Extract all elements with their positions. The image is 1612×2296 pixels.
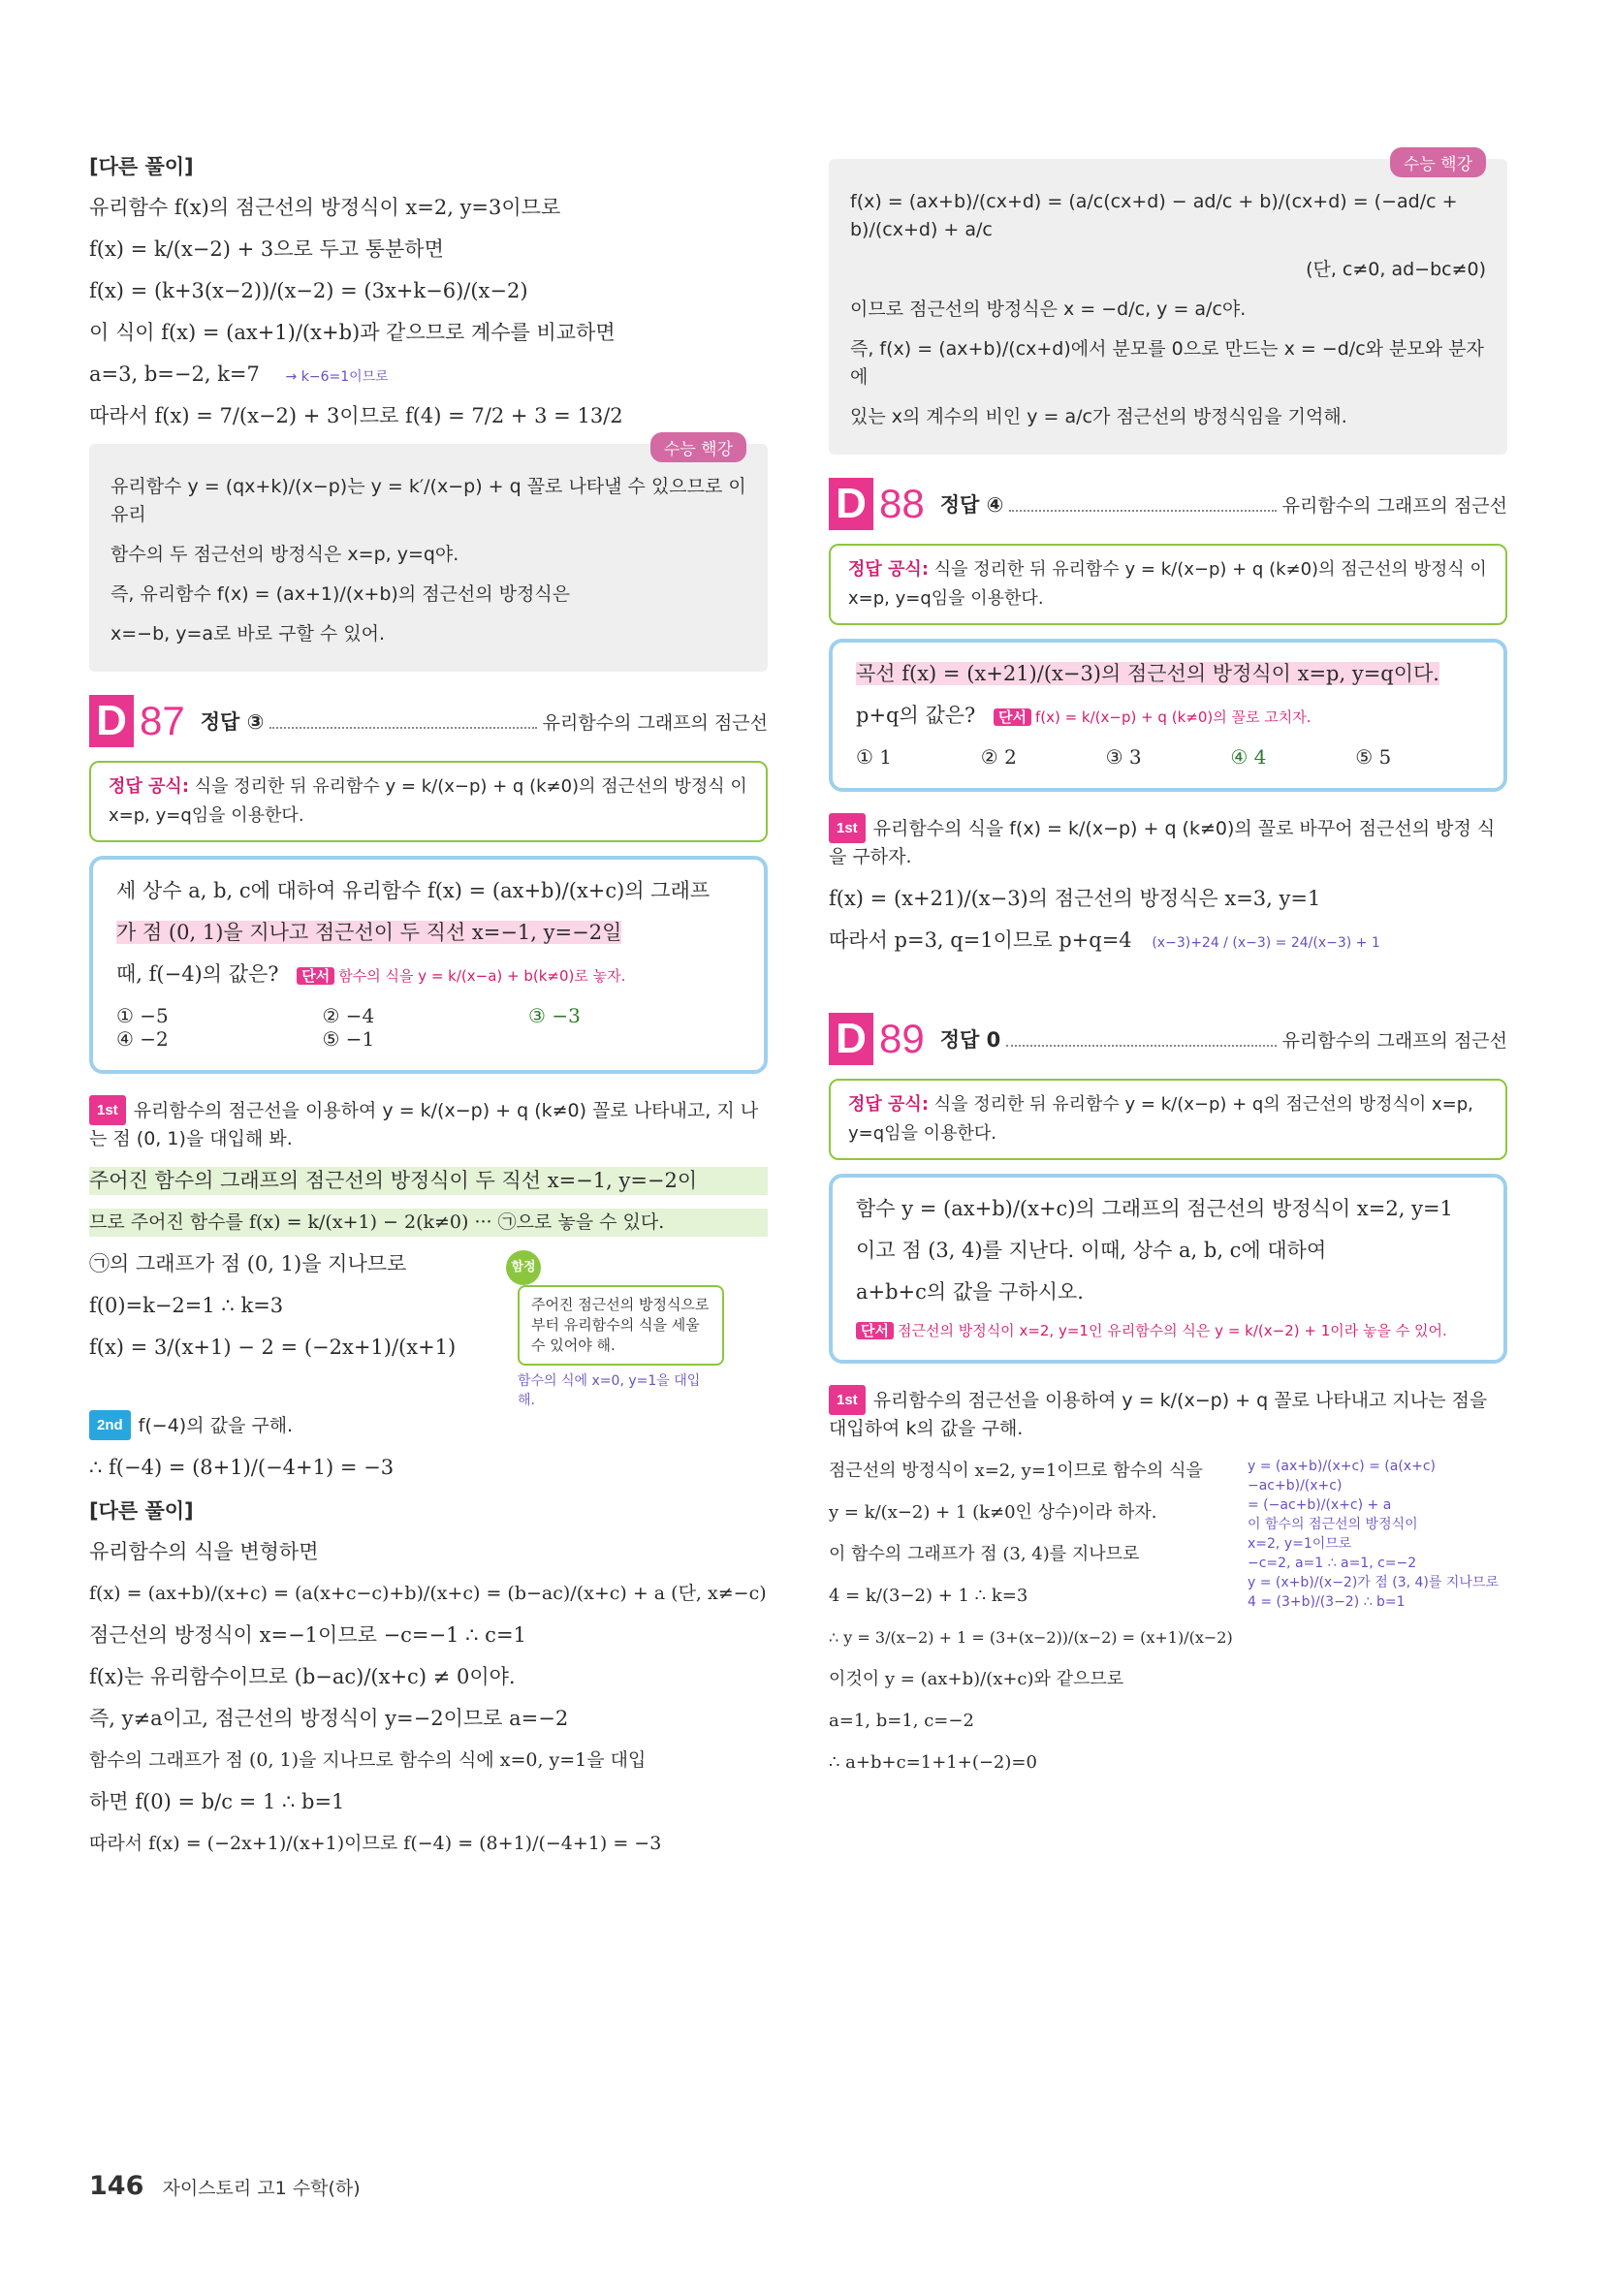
formula-text: 식을 정리한 뒤 유리함수 y = k/(x−p) + q (k≠0)의 점근선의 방정식 이 x=p, y=q임을 이용한다. — [109, 776, 747, 826]
solution-line: 4 = k/(3−2) + 1 ∴ k=3 — [829, 1586, 1028, 1606]
problem-text: 때, f(−4)의 값은? — [116, 962, 279, 986]
problem-line — [116, 960, 741, 991]
problem-number: 87 — [140, 698, 185, 743]
tip-tag: 수능 핵강 — [1390, 147, 1486, 177]
solution-line — [829, 927, 1507, 955]
problem-text: 곡선 f(x) = (x+21)/(x−3)의 점근선의 방정식이 x=p, y=q이다. — [856, 662, 1439, 685]
alt-line: 따라서 f(x) = (−2x+1)/(x+1)이므로 f(−4) = (8+1)/(−4+1) = −3 — [89, 1833, 662, 1854]
trap-box: 주어진 점근선의 방정식으로부터 유리함수의 식을 세울 수 있어야 해. — [518, 1285, 724, 1366]
hint — [994, 708, 1312, 726]
hint-tag: 단서 — [856, 1322, 894, 1339]
step-text: 유리함수의 점근선을 이용하여 y = k/(x−p) + q 꼴로 나타내고 지나는 점을 대입하여 k의 값을 구해. — [829, 1390, 1488, 1439]
tip-line: 있는 x의 계수의 비인 y = a/c가 점근선의 방정식임을 기억해. — [850, 406, 1347, 427]
section-letter: D — [829, 1013, 873, 1065]
choice: ① 1 — [856, 745, 893, 769]
hint-text: 점근선의 방정식이 x=2, y=1인 유리함수의 식은 y = k/(x−2) + 1이라 놓을 수 있어. — [897, 1322, 1447, 1339]
step-tag: 1st — [89, 1095, 126, 1125]
formula-text: 식을 정리한 뒤 유리함수 y = k/(x−p) + q (k≠0)의 점근선의 방정식 이 x=p, y=q임을 이용한다. — [848, 559, 1487, 609]
solution-line: 이 함수의 그래프가 점 (3, 4)를 지나므로 — [829, 1544, 1140, 1564]
step-line — [89, 1095, 768, 1153]
formula-label: 정답 공식: — [109, 776, 190, 797]
step-text: 유리함수의 식을 f(x) = k/(x−p) + q (k≠0)의 꼴로 바꾸어 점근선의 방정 식을 구하자. — [829, 818, 1496, 867]
alt-solution-heading: [다른 풀이] — [89, 1499, 194, 1523]
problem-text: 가 점 (0, 1)을 지나고 점근선이 두 직선 x=−1, y=−2일 — [116, 921, 622, 944]
side-note: = (−ac+b)/(x+c) + a — [1248, 1497, 1392, 1513]
problem-box — [829, 639, 1507, 792]
choice: ② −4 — [322, 1004, 375, 1027]
side-annotations — [506, 1250, 724, 1410]
tip-line: 즉, 유리함수 f(x) = (ax+1)/(x+b)의 점근선의 방정식은 — [111, 583, 571, 605]
solution-line: 점근선의 방정식이 x=2, y=1이므로 함수의 식을 — [829, 1461, 1203, 1481]
answer-label: 정답 0 — [939, 1028, 1001, 1052]
hint-text: 함수의 식을 y = k/(x−a) + b(k≠0)로 놓자. — [338, 967, 626, 985]
topic-label: 유리함수의 그래프의 점근선 — [542, 711, 768, 734]
problem-header — [829, 1013, 1507, 1065]
alt-line: 유리함수 f(x)의 점근선의 방정식이 x=2, y=3이므로 — [89, 196, 561, 219]
answer-choices — [856, 745, 1480, 769]
answer-label: 정답 ③ — [200, 710, 265, 734]
alt-line: f(x) = (ax+b)/(x+c) = (a(x+c−c)+b)/(x+c) = (b−ac)/(x+c) + a (단, x≠−c) — [89, 1583, 767, 1604]
page-footer — [89, 2171, 361, 2201]
tip-line: 유리함수 y = (qx+k)/(x−p)는 y = k′/(x−p) + q 꼴로 나타낼 수 있으므로 이 유리 — [111, 476, 746, 525]
problem-box — [89, 856, 768, 1074]
formula-box — [89, 761, 768, 842]
solution-row — [89, 1250, 768, 1410]
problem-line — [856, 1195, 1480, 1223]
alt-line: f(x)는 유리함수이므로 (b−ac)/(x+c) ≠ 0이야. — [89, 1665, 516, 1688]
formula-label: 정답 공식: — [848, 1094, 930, 1115]
problem-number: 89 — [879, 1016, 925, 1061]
alt-line: 유리함수의 식을 변형하면 — [89, 1540, 319, 1563]
problem-box — [829, 1174, 1507, 1364]
tip-line: 즉, f(x) = (ax+b)/(cx+d)에서 분모를 0으로 만드는 x = −d/c와 분모와 분자에 — [850, 338, 1484, 388]
side-note: y = (ax+b)/(x+c) = (a(x+c)−ac+b)/(x+c) — [1248, 1459, 1436, 1494]
step-text: f(−4)의 값을 구해. — [138, 1415, 294, 1436]
problem-line: 이고 점 (3, 4)를 지난다. 이때, 상수 a, b, c에 대하여 — [856, 1239, 1327, 1262]
solution-line: a=1, b=1, c=−2 — [829, 1711, 974, 1731]
problem-line: a+b+c의 값을 구하시오. — [856, 1280, 1084, 1304]
tip-line: (단, c≠0, ad−bc≠0) — [1306, 259, 1486, 280]
hint — [856, 1320, 1480, 1340]
step-tag: 2nd — [89, 1410, 131, 1440]
choice: ⑤ −1 — [322, 1027, 375, 1051]
alt-line: 하면 f(0) = b/c = 1 ∴ b=1 — [89, 1790, 345, 1813]
step-line — [829, 813, 1507, 871]
solution-line: ∴ y = 3/(x−2) + 1 = (3+(x−2))/(x−2) = (x+1)/(x−2) — [829, 1628, 1233, 1647]
alt-line: 따라서 f(x) = 7/(x−2) + 3이므로 f(4) = 7/2 + 3 = 13/2 — [89, 404, 623, 427]
problem-line — [856, 702, 1480, 732]
tip-box — [829, 155, 1507, 455]
solution-text: 따라서 p=3, q=1이므로 p+q=4 — [829, 928, 1132, 952]
alt-line: 함수의 그래프가 점 (0, 1)을 지나므로 함수의 식에 x=0, y=1을 대입 — [89, 1749, 647, 1771]
side-note: 4 = (3+b)/(3−2) ∴ b=1 — [1248, 1594, 1406, 1610]
hint-text: f(x) = k/(x−p) + q (k≠0)의 꼴로 고치자. — [1034, 708, 1312, 726]
solution-line: y = k/(x−2) + 1 (k≠0인 상수)이라 하자. — [829, 1502, 1157, 1523]
problem-header — [829, 478, 1507, 530]
problem-text: p+q의 값은? — [856, 704, 976, 727]
solution-line: 이것이 y = (ax+b)/(x+c)와 같으므로 — [829, 1669, 1124, 1689]
problem-line: 세 상수 a, b, c에 대하여 유리함수 f(x) = (ax+b)/(x+c)의 그래프 — [116, 879, 711, 902]
solution-row — [829, 1457, 1507, 1790]
solution-line: 므로 주어진 함수를 f(x) = k/(x+1) − 2(k≠0) ··· ㉠으로 놓을 수 있다. — [89, 1209, 768, 1237]
alt-line: f(x) = (k+3(x−2))/(x−2) = (3x+k−6)/(x−2) — [89, 279, 528, 302]
left-column — [89, 145, 768, 1871]
tip-tag: 수능 핵강 — [650, 432, 746, 462]
solution-block — [829, 1457, 1236, 1790]
choice: ④ 4 — [1230, 745, 1267, 769]
answer-choices — [116, 1004, 741, 1051]
problem-line — [856, 660, 1480, 688]
step-text: 유리함수의 점근선을 이용하여 y = k/(x−p) + q (k≠0) 꼴로 나타내고, 지 나는 점 (0, 1)을 대입해 봐. — [89, 1100, 759, 1149]
trap-tag: 함정 — [506, 1250, 541, 1285]
problem-text: 함수 y = (ax+b)/(x+c)의 그래프의 점근선의 방정식이 x=2, y=1 — [856, 1197, 1453, 1220]
step-line — [89, 1410, 768, 1440]
formula-box — [829, 544, 1507, 625]
alt-line — [89, 361, 768, 389]
formula-text: 식을 정리한 뒤 유리함수 y = k/(x−p) + q의 점근선의 방정식이 x=p, y=q임을 이용한다. — [848, 1094, 1473, 1144]
topic-label: 유리함수의 그래프의 점근선 — [1281, 494, 1507, 517]
side-note: x=2, y=1이므로 — [1248, 1536, 1352, 1552]
solution-line: f(0)=k−2=1 ∴ k=3 — [89, 1294, 284, 1317]
hint-tag: 단서 — [297, 967, 334, 985]
tip-line: f(x) = (ax+b)/(cx+d) = (a/c(cx+d) − ad/c + b)/(cx+d) = (−ad/c + b)/(cx+d) + a/c — [850, 191, 1458, 240]
side-note: −c=2, a=1 ∴ a=1, c=−2 — [1248, 1556, 1417, 1571]
choice: ② 2 — [980, 745, 1017, 769]
tip-line: 함수의 두 점근선의 방정식은 x=p, y=q야. — [111, 544, 459, 565]
formula-label: 정답 공식: — [848, 559, 930, 580]
section-letter: D — [829, 478, 873, 530]
alt-solution-heading: [다른 풀이] — [89, 155, 194, 178]
dotted-leader — [269, 713, 536, 729]
hint — [297, 967, 625, 985]
tip-line: 이므로 점근선의 방정식은 x = −d/c, y = a/c야. — [850, 299, 1247, 320]
dotted-leader — [1009, 496, 1276, 512]
dotted-leader — [1006, 1031, 1276, 1047]
solution-block — [89, 1250, 506, 1375]
alt-line: 즉, y≠a이고, 점근선의 방정식이 y=−2이므로 a=−2 — [89, 1707, 569, 1730]
tip-line: x=−b, y=a로 바로 구할 수 있어. — [111, 623, 386, 645]
choice: ③ 3 — [1105, 745, 1142, 769]
alt-line-text: a=3, b=−2, k=7 — [89, 362, 260, 386]
step-tag: 1st — [829, 1385, 866, 1415]
annotation-note: (x−3)+24 / (x−3) = 24/(x−3) + 1 — [1152, 935, 1380, 951]
solution-line: ㉠의 그래프가 점 (0, 1)을 지나므로 — [89, 1252, 407, 1275]
choice: ③ −3 — [528, 1004, 581, 1027]
choice: ⑤ 5 — [1355, 745, 1392, 769]
choice: ④ −2 — [116, 1027, 169, 1051]
alt-line: 이 식이 f(x) = (ax+1)/(x+b)과 같으므로 계수를 비교하면 — [89, 321, 616, 344]
alt-line: f(x) = k/(x−2) + 3으로 두고 통분하면 — [89, 237, 444, 261]
formula-box — [829, 1079, 1507, 1160]
side-annotations — [1248, 1457, 1507, 1612]
side-note: 이 함수의 점근선의 방정식이 — [1248, 1517, 1418, 1532]
topic-label: 유리함수의 그래프의 점근선 — [1281, 1029, 1507, 1052]
book-title: 자이스토리 고1 수학(하) — [162, 2178, 361, 2199]
solution-line: f(x) = (x+21)/(x−3)의 점근선의 방정식은 x=3, y=1 — [829, 887, 1321, 910]
section-letter: D — [89, 695, 134, 747]
answer-label: 정답 ④ — [939, 493, 1004, 517]
right-column — [829, 145, 1507, 1790]
side-note: 함수의 식에 x=0, y=1을 대입해. — [518, 1373, 701, 1408]
solution-line: ∴ a+b+c=1+1+(−2)=0 — [829, 1752, 1037, 1773]
hint-tag: 단서 — [994, 708, 1031, 726]
step-line — [829, 1385, 1507, 1443]
annotation-note: → k−6=1이므로 — [285, 369, 389, 385]
solution-line: ∴ f(−4) = (8+1)/(−4+1) = −3 — [89, 1456, 395, 1479]
problem-header — [89, 695, 768, 747]
page-number: 146 — [89, 2171, 144, 2201]
side-note: y = (x+b)/(x−2)가 점 (3, 4)를 지나므로 — [1248, 1575, 1499, 1590]
choice: ① −5 — [116, 1004, 169, 1027]
problem-number: 88 — [879, 481, 925, 526]
step-tag: 1st — [829, 813, 866, 843]
tip-box — [89, 440, 768, 672]
solution-line: 주어진 함수의 그래프의 점근선의 방정식이 두 직선 x=−1, y=−2이 — [89, 1167, 768, 1195]
problem-line — [116, 919, 741, 947]
alt-line: 점근선의 방정식이 x=−1이므로 −c=−1 ∴ c=1 — [89, 1623, 526, 1647]
solution-line: f(x) = 3/(x+1) − 2 = (−2x+1)/(x+1) — [89, 1336, 457, 1359]
